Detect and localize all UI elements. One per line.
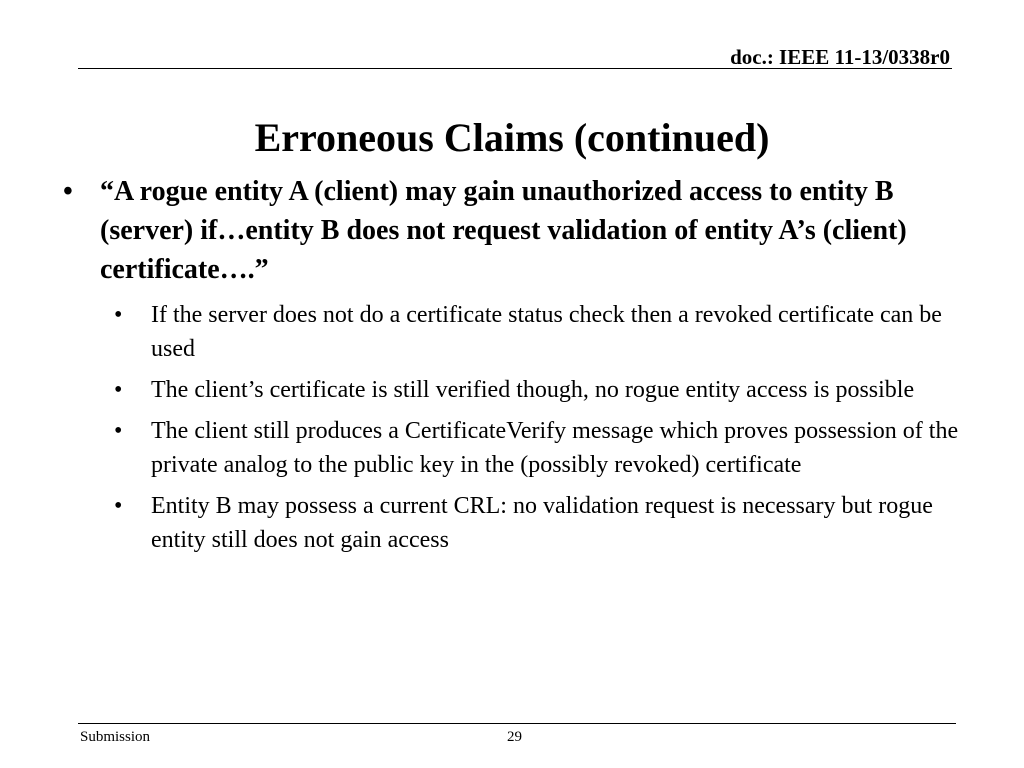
- document-id: doc.: IEEE 11-13/0338r0: [730, 45, 950, 69]
- header-divider: [78, 68, 952, 69]
- sub-bullet: [114, 373, 969, 407]
- sub-bullet-text: The client’s certificate is still verified though, no rogue entity access is possible: [151, 377, 915, 403]
- sub-bullet: [114, 298, 969, 366]
- sub-bullet: [114, 414, 969, 482]
- footer-submission-label: Submission: [80, 729, 151, 745]
- page-number: 29: [507, 729, 522, 745]
- sub-bullet-text: Entity B may possess a current CRL: no validation request is necessary but rogue entity still does not gain access: [151, 493, 933, 553]
- sub-bullet-list: [114, 298, 969, 564]
- slide-title: Erroneous Claims (continued): [254, 115, 770, 160]
- sub-bullet: [114, 489, 969, 557]
- sub-bullet-text: If the server does not do a certificate status check then a revoked certificate can be used: [151, 302, 942, 362]
- bullet-marker: •: [114, 302, 123, 328]
- bullet-marker: •: [114, 418, 123, 444]
- main-bullet: [63, 172, 970, 289]
- bullet-marker: •: [63, 176, 73, 207]
- bullet-marker: •: [114, 377, 123, 403]
- footer-divider: [78, 723, 956, 724]
- bullet-marker: •: [114, 493, 123, 519]
- main-bullet-text: “A rogue entity A (client) may gain unauthorized access to entity B (server) if…entity B does not request validation of entity A’s (client) certificate….”: [100, 176, 907, 285]
- sub-bullet-text: The client still produces a CertificateVerify message which proves possession of the private analog to the public key in the (possibly revoked) certificate: [151, 418, 959, 478]
